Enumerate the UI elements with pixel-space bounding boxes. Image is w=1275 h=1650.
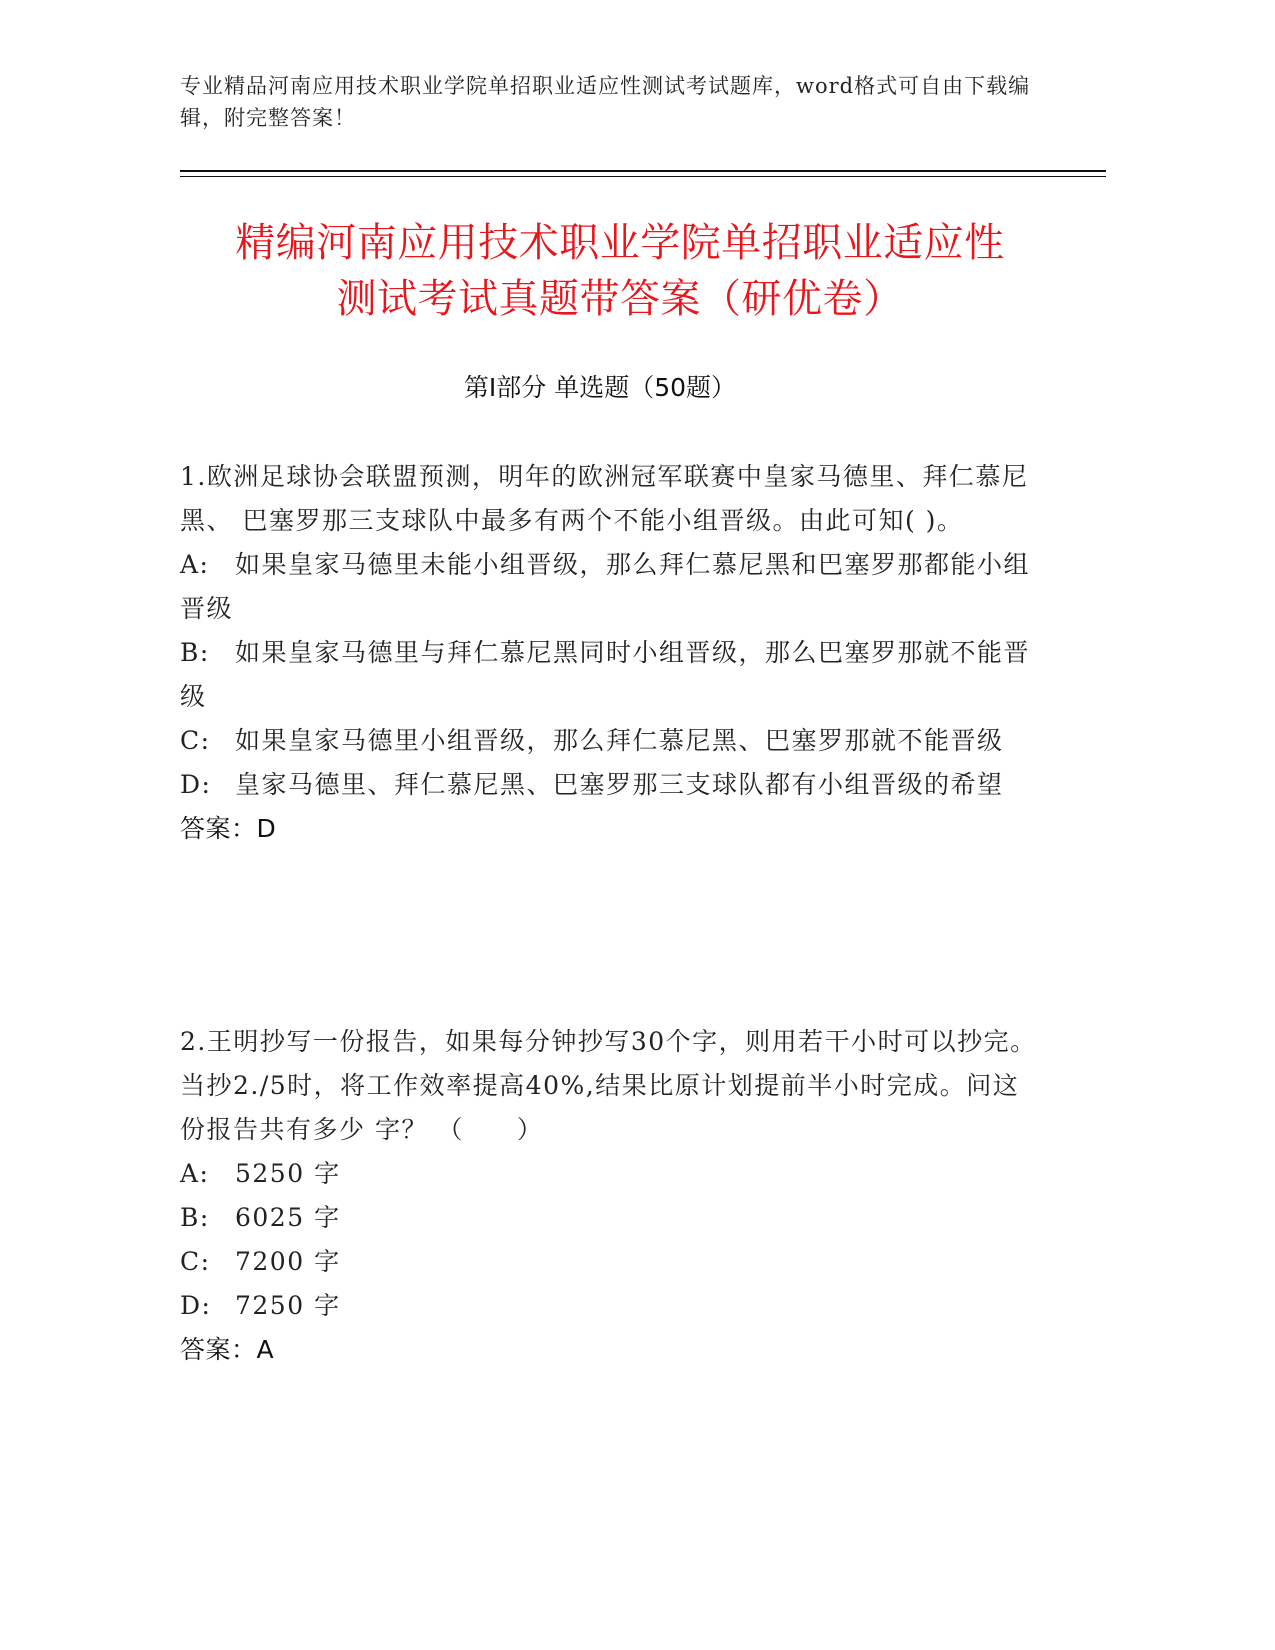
option-text: 如果皇家马德里与拜仁慕尼黑同时小组晋级，那么巴塞罗那就不能晋级 [180,638,1031,711]
option-text: 皇家马德里、拜仁慕尼黑、巴塞罗那三支球队都有小组晋级的希望 [235,770,1004,799]
document-title-line-2: 测试考试真题带答案（研优卷） [336,276,904,322]
header-note: 专业精品河南应用技术职业学院单招职业适应性测试考试题库，word格式可自由下载编辑，附完整答案！ [180,74,1031,130]
header-divider-thick [180,170,1106,172]
answer: 答案：A [180,1335,275,1364]
option-key: C: [180,726,211,755]
option-key: B: [180,638,210,667]
document-title-line-1: 精编河南应用技术职业学院单招职业适应性 [235,220,1005,266]
option-text: 如果皇家马德里未能小组晋级，那么拜仁慕尼黑和巴塞罗那都能小组晋级 [180,550,1031,623]
option-key: D: [180,1291,212,1320]
question-stem: 2.王明抄写一份报告，如果每分钟抄写30个字，则用若干小时可以抄完。当抄2./5时，将工作效率提高40%,结果比原计划提前半小时完成。问这份报告共有多少 字？ （ ） [180,1027,1037,1144]
option-key: A: [180,550,210,579]
option-text: 6025 字 [235,1203,341,1232]
section-title: 第Ⅰ部分 单选题（50题） [463,373,737,402]
option-c [180,719,1040,763]
option-a [180,1152,1040,1196]
option-d [180,763,1040,807]
option-text: 7200 字 [235,1247,341,1276]
option-b [180,1196,1040,1240]
question-stem: 1.欧洲足球协会联盟预测，明年的欧洲冠军联赛中皇家马德里、拜仁慕尼黑、 巴塞罗那三支球队中最多有两个不能小组晋级。由此可知( )。 [180,462,1029,535]
option-text: 7250 字 [235,1291,341,1320]
option-key: A: [180,1159,210,1188]
option-text: 5250 字 [235,1159,341,1188]
option-a [180,543,1040,631]
option-key: B: [180,1203,210,1232]
option-b [180,631,1040,719]
header-divider-thin [180,176,1106,177]
question-1 [180,455,1040,851]
option-c [180,1240,1040,1284]
document-title [140,215,1100,327]
question-2 [180,1020,1040,1372]
answer: 答案：D [180,814,277,843]
option-d [180,1284,1040,1328]
option-text: 如果皇家马德里小组晋级，那么拜仁慕尼黑、巴塞罗那就不能晋级 [235,726,1004,755]
option-key: C: [180,1247,211,1276]
option-key: D: [180,770,212,799]
